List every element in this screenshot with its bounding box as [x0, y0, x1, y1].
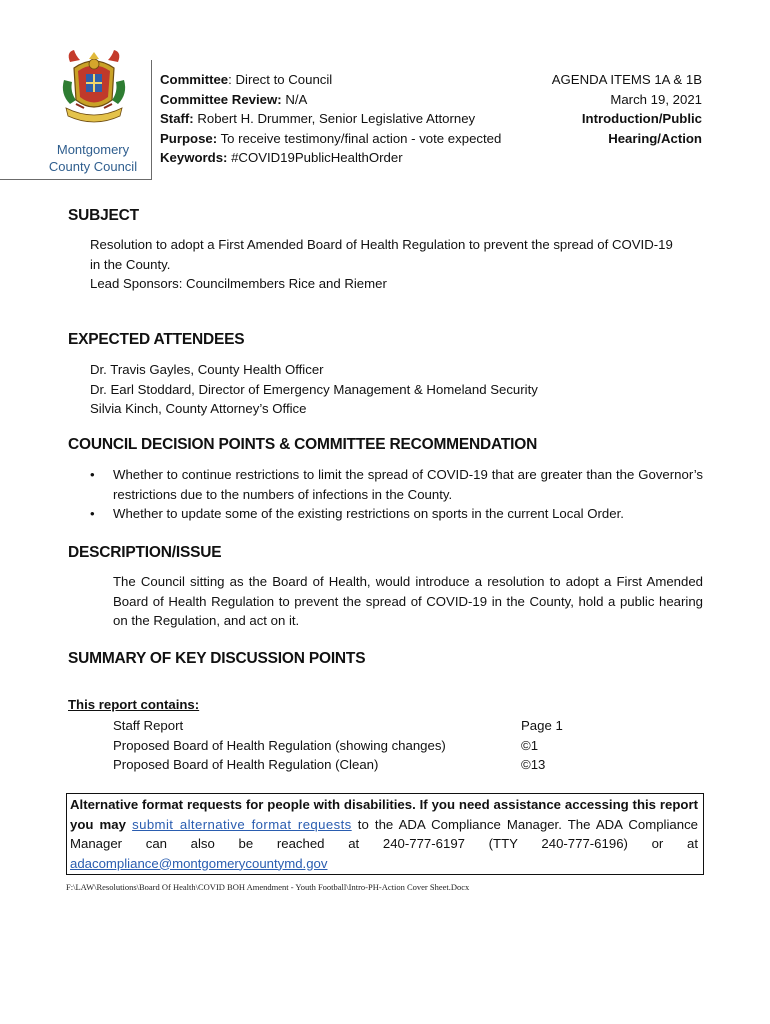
council-name [40, 141, 146, 175]
committee-review-line: Committee Review: N/A [160, 91, 308, 107]
county-seal-logo [56, 44, 132, 130]
ada-notice-box: Alternative format requests for people with disabilities. If you need assistance accessing this report you may submit alternative format requests to the ADA Compliance Manager. The ADA Compliance Manager can also be reached at 240-777-6197 (TTY 240-777-6196) or at adacompliance@montgomerycountymd.gov [66, 793, 704, 875]
description-heading: DESCRIPTION/ISSUE [68, 544, 222, 561]
agenda-info [552, 70, 702, 148]
action-type-line1: Introduction/Public [581, 111, 702, 126]
meeting-date: March 19, 2021 [610, 91, 702, 107]
subject-text: Resolution to adopt a First Amended Board of Health Regulation to prevent the spread of COVID-19 in the County. Lead Sponsors: Councilmembers Rice and Riemer [90, 235, 710, 294]
decision-points-heading: COUNCIL DECISION POINTS & COMMITTEE RECOMMENDATION [68, 436, 538, 453]
report-contents-table [113, 716, 613, 775]
bullet-icon: • [90, 506, 95, 521]
subject-heading: SUBJECT [68, 207, 139, 224]
staff-line: Staff: Robert H. Drummer, Senior Legislative Attorney [160, 111, 476, 126]
attendee-item: Dr. Travis Gayles, County Health Officer [90, 362, 324, 377]
header-vertical-divider [151, 60, 152, 180]
summary-heading: SUMMARY OF KEY DISCUSSION POINTS [68, 650, 366, 667]
ada-email-link[interactable]: adacompliance@montgomerycountymd.gov [70, 855, 328, 871]
decision-point-item: • Whether to update some of the existing restrictions on sports in the current Local Order. [90, 504, 703, 524]
agenda-items: AGENDA ITEMS 1A & 1B [551, 72, 702, 87]
table-row: Proposed Board of Health Regulation (Clean) ©13 [113, 757, 546, 772]
council-name-line1: Montgomery [56, 142, 130, 157]
file-path-footer: F:\LAW\Resolutions\Board Of Health\COVID BOH Amendment - Youth Football\Intro-PH-Action Cover Sheet.Docx [66, 882, 470, 892]
lead-sponsors: Lead Sponsors: Councilmembers Rice and Riemer [90, 276, 387, 291]
description-text: The Council sitting as the Board of Health, would introduce a resolution to adopt a First Amended Board of Health Regulation to prevent the spread of COVID-19 in the County, hold a public hearing on the Regulation, and act on it. [113, 574, 703, 628]
decision-point-item: • Whether to continue restrictions to limit the spread of COVID-19 that are greater than the Governor’s restrictions due to the numbers of infections in the County. [90, 467, 703, 502]
attendees-heading: EXPECTED ATTENDEES [68, 331, 245, 348]
keywords-line: Keywords: #COVID19PublicHealthOrder [160, 150, 403, 165]
report-contents-title: This report contains: [68, 697, 200, 712]
alternative-format-request-link[interactable]: submit alternative format requests [132, 816, 352, 832]
committee-meta [160, 70, 501, 168]
header-divider [0, 179, 152, 180]
attendee-item: Dr. Earl Stoddard, Director of Emergency Management & Homeland Security [90, 381, 538, 397]
attendees-list [90, 360, 710, 419]
council-name-line2: County Council [48, 159, 138, 174]
action-type-line2: Hearing/Action [608, 130, 702, 146]
committee-line: Committee: Direct to Council [160, 72, 333, 87]
table-row: Staff Report Page 1 [113, 718, 563, 733]
purpose-line: Purpose: To receive testimony/final action - vote expected [160, 130, 502, 146]
bullet-icon: • [90, 467, 95, 482]
decision-points-list [90, 465, 703, 524]
attendee-item: Silvia Kinch, County Attorney’s Office [90, 401, 307, 416]
table-row: Proposed Board of Health Regulation (showing changes) ©1 [113, 737, 539, 753]
